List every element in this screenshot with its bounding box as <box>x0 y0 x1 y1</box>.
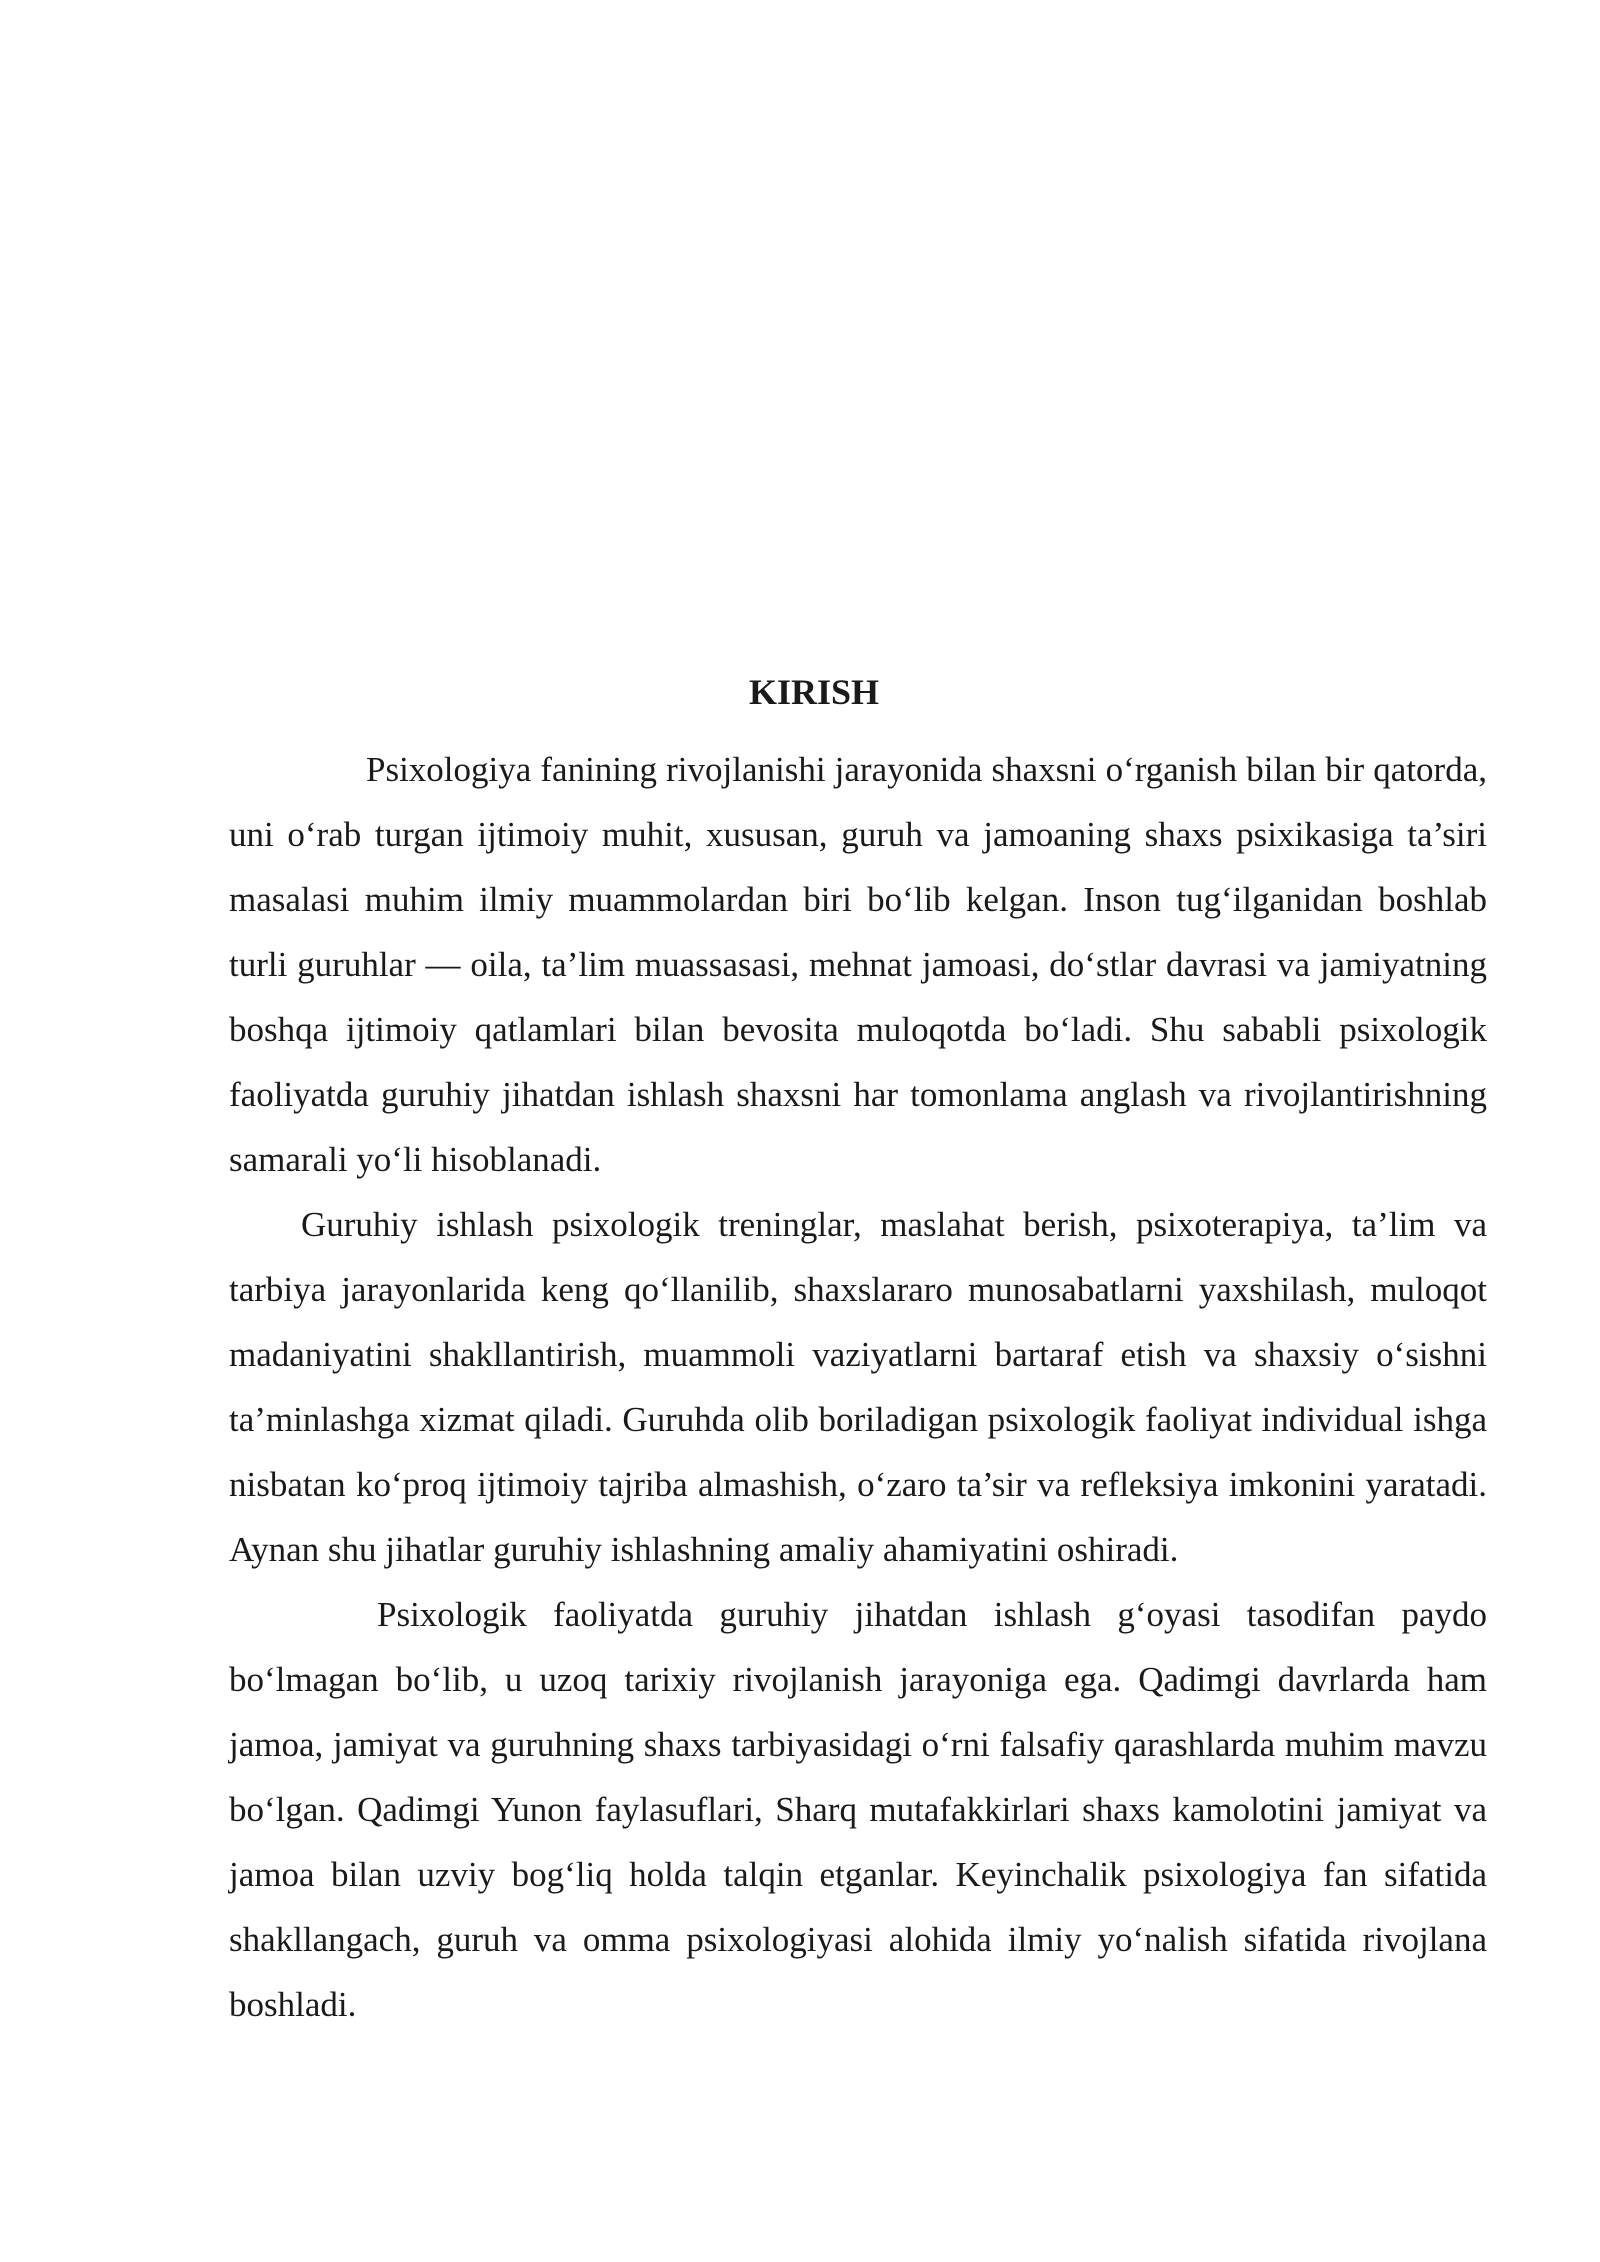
body-text <box>229 737 1487 2037</box>
paragraph-2: Guruhiy ishlash psixologik treninglar, maslahat berish, psixoterapiya, ta’lim va tarbiya jarayonlarida keng qo‘llanilib, shaxslararo munosabatlarni yaxshilash, muloqot madaniyatini shakllantirish, muammoli vaziyatlarni bartaraf etish va shaxsiy o‘sishni ta’minlashga xizmat qiladi. Guruhda olib boriladigan psixologik faoliyat individual ishga nisbatan ko‘proq ijtimoiy tajriba almashish, o‘zaro ta’sir va refleksiya imkonini yaratadi. Aynan shu jihatlar guruhiy ishlashning amaliy ahamiyatini oshiradi. <box>229 1205 1487 1569</box>
paragraph-1: Psixologiya fanining rivojlanishi jarayonida shaxsni o‘rganish bilan bir qatorda, uni o‘rab turgan ijtimoiy muhit, xususan, guruh va jamoaning shaxs psixikasiga ta’siri masalasi muhim ilmiy muammolardan biri bo‘lib kelgan. Inson tug‘ilganidan boshlab turli guruhlar — oila, ta’lim muassasasi, mehnat jamoasi, do‘stlar davrasi va jamiyatning boshqa ijtimoiy qatlamlari bilan bevosita muloqotda bo‘ladi. Shu sababli psixologik faoliyatda guruhiy jihatdan ishlash shaxsni har tomonlama anglash va rivojlantirishning samarali yo‘li hisoblanadi. <box>229 750 1487 1179</box>
paragraph-3: Psixologik faoliyatda guruhiy jihatdan ishlash g‘oyasi tasodifan paydo bo‘lmagan bo‘lib, u uzoq tarixiy rivojlanish jarayoniga ega. Qadimgi davrlarda ham jamoa, jamiyat va guruhning shaxs tarbiyasidagi o‘rni falsafiy qarashlarda muhim mavzu bo‘lgan. Qadimgi Yunon faylasuflari, Sharq mutafakkirlari shaxs kamolotini jamiyat va jamoa bilan uzviy bog‘liq holda talqin etganlar. Keyinchalik psixologiya fan sifatida shakllangach, guruh va omma psixologiyasi alohida ilmiy yo‘nalish sifatida rivojlana boshladi. <box>229 1595 1487 2024</box>
section-heading: KIRISH <box>748 672 880 712</box>
